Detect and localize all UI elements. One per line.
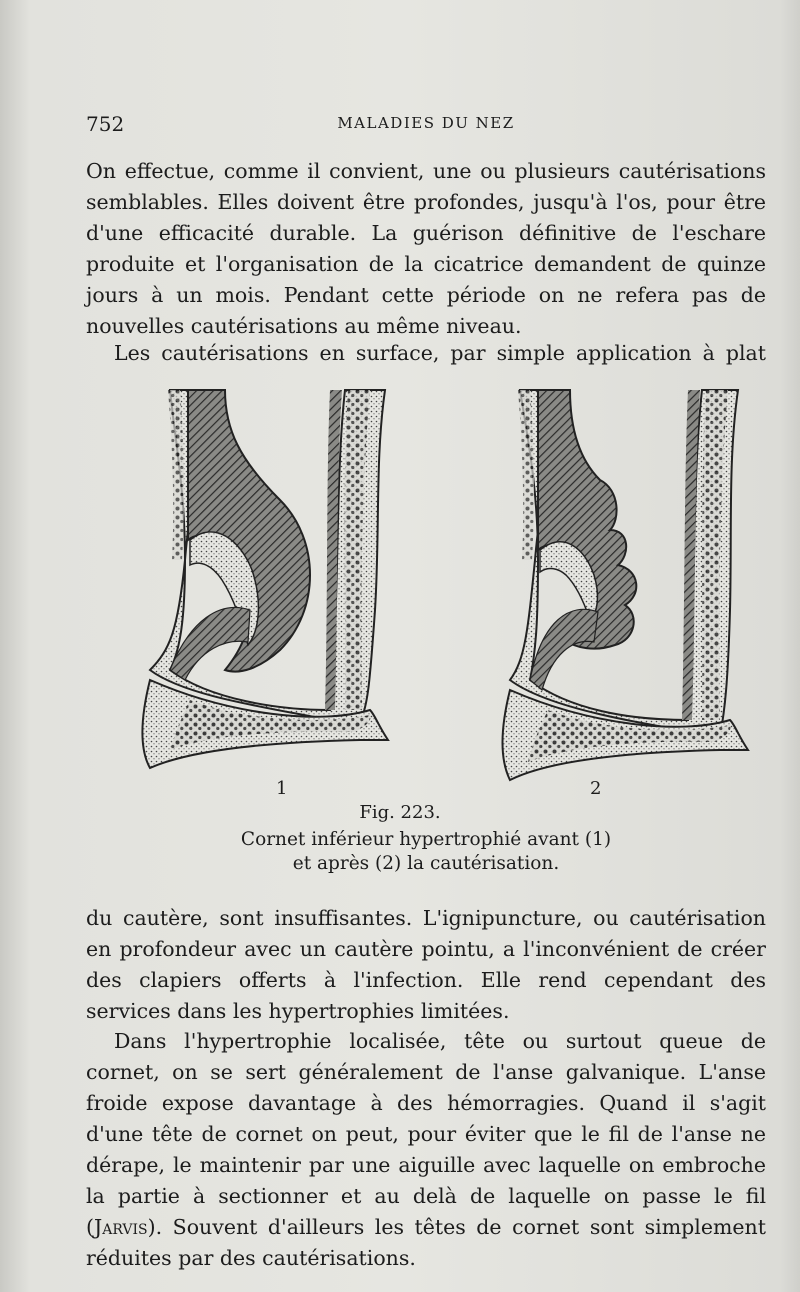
- panel-1-drawing: [143, 390, 389, 768]
- paragraph-4-text-a: Dans l'hypertrophie localisée, tête ou surtout queue de cornet, on se sert généralement de l'anse galvanique. L'anse froide expose davantage à des hémorragies. Quand il s'agit d'une tête de cornet on peut, pour éviter que le fil de l'anse ne dérape, le maintenir par une aiguille avec laquelle on embroche la partie à sectionner et au delà de laquelle on passe le fil (: [86, 1029, 766, 1239]
- figure-nasal-turbinate: [130, 380, 770, 800]
- figure-number: [0, 802, 800, 823]
- page-number: 752: [86, 112, 125, 136]
- panel-2-label: 2: [590, 778, 602, 799]
- figure-number-text: Fig. 223.: [359, 802, 441, 823]
- paragraph-4: [86, 1026, 766, 1274]
- paragraph-3: du cautère, sont insuffisantes. L'ignipuncture, ou cautérisation en profondeur avec un cautère pointu, a l'inconvénient de créer des clapiers offerts à l'infection. Elle rend cependant des services dans les hypertrophies limitées.: [86, 906, 766, 1023]
- panel-1-label: 1: [276, 778, 288, 799]
- running-head: [86, 112, 766, 140]
- turbinate-illustration: [130, 380, 770, 800]
- panel-2-drawing: [503, 390, 749, 780]
- paragraph-2: Les cautérisations en surface, par simple application à plat: [114, 341, 766, 365]
- figure-caption: [86, 828, 766, 876]
- running-title: MALADIES DU NEZ: [337, 114, 515, 132]
- paragraph-4-text-b: ). Souvent d'ailleurs les têtes de cornet sont simplement réduites par des cautérisations.: [86, 1215, 766, 1270]
- caption-line-1: Cornet inférieur hypertrophié avant (1): [240, 829, 612, 850]
- author-name: Jarvis: [94, 1215, 148, 1239]
- caption-line-2: et après (2) la cautérisation.: [292, 853, 560, 874]
- paragraph-1: On effectue, comme il convient, une ou plusieurs cautérisations semblables. Elles doivent être profondes, jusqu'à l'os, pour être d'une efficacité durable. La guérison définitive de l'eschare produite et l'organisation de la cicatrice demandent de quinze jours à un mois. Pendant cette période on ne refera pas de nouvelles cautérisations au même niveau.: [86, 159, 766, 338]
